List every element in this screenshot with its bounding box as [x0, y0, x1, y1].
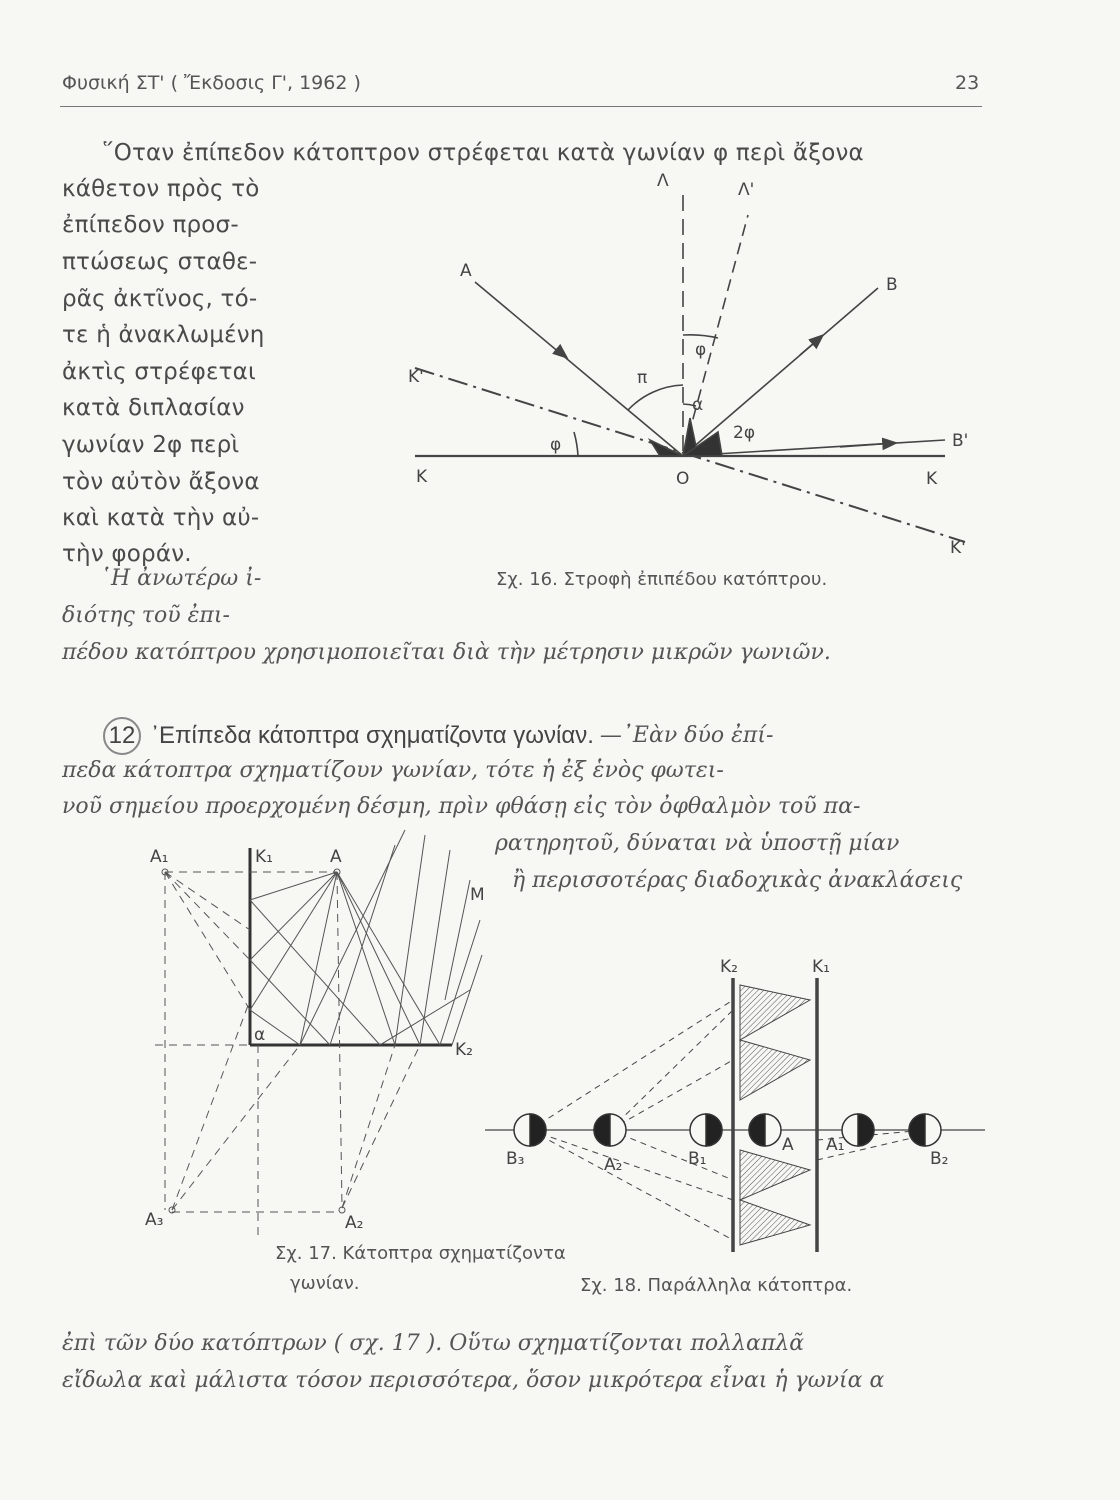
label-alpha: α [254, 1025, 266, 1045]
figure17-diagram [155, 830, 482, 1235]
paragraph1-line: κάθετον πρὸς τὸ [62, 176, 260, 202]
figure17-caption-line2: γωνίαν. [290, 1273, 360, 1294]
label-a: A [782, 1135, 794, 1155]
label-k1: K₁ [255, 847, 273, 867]
light-rays [250, 830, 482, 1045]
label-a1: A₁ [150, 847, 169, 867]
label-k-right: K [926, 469, 938, 489]
label-a: A [460, 261, 472, 281]
paragraph1-line: κατὰ διπλασίαν [62, 395, 245, 421]
paragraph2-line: πέδου κατόπτρου χρησιμοποιεῖται διὰ τὴν μέτρησιν μικρῶν γωνιῶν. [62, 640, 831, 665]
paragraph1-line: ἐπίπεδον προσ- [62, 212, 239, 238]
label-a2: A₂ [345, 1213, 364, 1233]
label-k-prime-left: K' [408, 367, 424, 387]
label-b2: B₂ [930, 1149, 949, 1169]
label-b-prime: B' [952, 431, 969, 451]
section-number: 12 [108, 722, 136, 749]
label-k-prime-right: K' [950, 538, 966, 558]
section12-line: ἢ περισσοτέρας διαδοχικὰς ἀνακλάσεις [512, 868, 963, 893]
label-a1: A₁ [826, 1135, 845, 1155]
reflected-arrow [800, 336, 822, 355]
label-two-phi: 2φ [733, 423, 756, 443]
hatched-beam-top [740, 985, 810, 1100]
paragraph1-line: ῞Οταν ἐπίπεδον κάτοπτρον στρέφεται κατὰ γωνίαν φ περὶ ἄξονα [102, 140, 864, 166]
figure17-caption: Σχ. 17. Κάτοπτρα σχηματίζοντα [275, 1243, 566, 1264]
reflected-ray [683, 288, 878, 456]
construction-lines [155, 872, 420, 1235]
label-k2: K₂ [455, 1040, 473, 1060]
paragraph1-line: γωνίαν 2φ περὶ [62, 432, 240, 458]
page-number: 23 [955, 72, 980, 94]
label-lambda-prime: Λ' [738, 180, 755, 200]
label-pi: π [637, 368, 648, 388]
section12-line: ρατηρητοῦ, δύναται νὰ ὑποστῇ μίαν [495, 831, 900, 856]
running-title: Φυσική ΣΤ' ( Ἔκδοσις Γ', 1962 ) [62, 72, 361, 94]
section-heading: ᾿Επίπεδα κάτοπτρα σχηματίζοντα γωνίαν. [151, 722, 594, 749]
angle-arc-pi [628, 385, 683, 410]
rotated-reflected-arrow [840, 443, 895, 447]
label-phi-top: φ [695, 340, 707, 360]
label-a2: A₂ [604, 1155, 623, 1175]
paragraph3-line: ἐπὶ τῶν δύο κατόπτρων ( σχ. 17 ). Οὕτω σχηματίζονται πολλαπλᾶ [62, 1331, 805, 1356]
label-k2: K₂ [720, 957, 738, 977]
paragraph1-line: ρᾶς ἀκτῖνος, τό- [62, 286, 258, 312]
label-a: A [330, 847, 342, 867]
hatched-beam-bottom [740, 1150, 810, 1245]
label-b: B [886, 275, 898, 295]
paragraph1-line: τὸν αὐτὸν ἄξονα [62, 469, 260, 495]
paragraph1-line: καὶ κατὰ τὴν αὐ- [62, 505, 260, 531]
label-b3: B₃ [506, 1149, 525, 1169]
label-lambda: Λ [657, 171, 669, 191]
label-k1: K₁ [812, 957, 830, 977]
incident-ray [475, 282, 683, 456]
paragraph3-line: εἴδωλα καὶ μάλιστα τόσον περισσότερα, ὅσον μικρότερα εἶναι ἡ γωνία α [62, 1368, 885, 1393]
angle-arc-phi [683, 335, 718, 338]
paragraph1-line: ἀκτὶς στρέφεται [62, 359, 257, 385]
paragraph2-line: διότης τοῦ ἐπι- [62, 603, 230, 628]
angle-arc-phi-left [574, 432, 578, 456]
label-m: M [470, 885, 485, 905]
paragraph1-line: πτώσεως σταθε- [62, 249, 258, 275]
section12-line: πεδα κάτοπτρα σχηματίζουν γωνίαν, τότε ἡ ἐξ ἑνὸς φωτει- [62, 758, 724, 783]
paragraph1-line: τε ἡ ἀνακλωμένη [62, 322, 265, 348]
label-a3: A₃ [145, 1210, 164, 1230]
label-alpha: α [692, 395, 704, 415]
label-k-left: K [416, 467, 428, 487]
section12-line: νοῦ σημείου προερχομένη δέσμη, πρὶν φθάσῃ εἰς τὸν ὀφθαλμὸν τοῦ πα- [62, 794, 861, 819]
label-b1: B₁ [688, 1149, 707, 1169]
figure18-caption: Σχ. 18. Παράλληλα κάτοπτρα. [580, 1275, 853, 1296]
paragraph2-line: ῾Η ἀνωτέρω ἰ- [100, 566, 262, 591]
label-o: O [676, 469, 690, 489]
paragraph1-line: τὴν φοράν. [62, 541, 192, 567]
figure18-diagram [485, 978, 985, 1252]
figure16-caption: Σχ. 16. Στροφὴ ἐπιπέδου κατόπτρου. [496, 569, 828, 590]
section12-line: —᾿Εὰν δύο ἐπί- [599, 723, 774, 748]
label-phi-left: φ [550, 435, 562, 455]
figure16-diagram [415, 195, 965, 542]
